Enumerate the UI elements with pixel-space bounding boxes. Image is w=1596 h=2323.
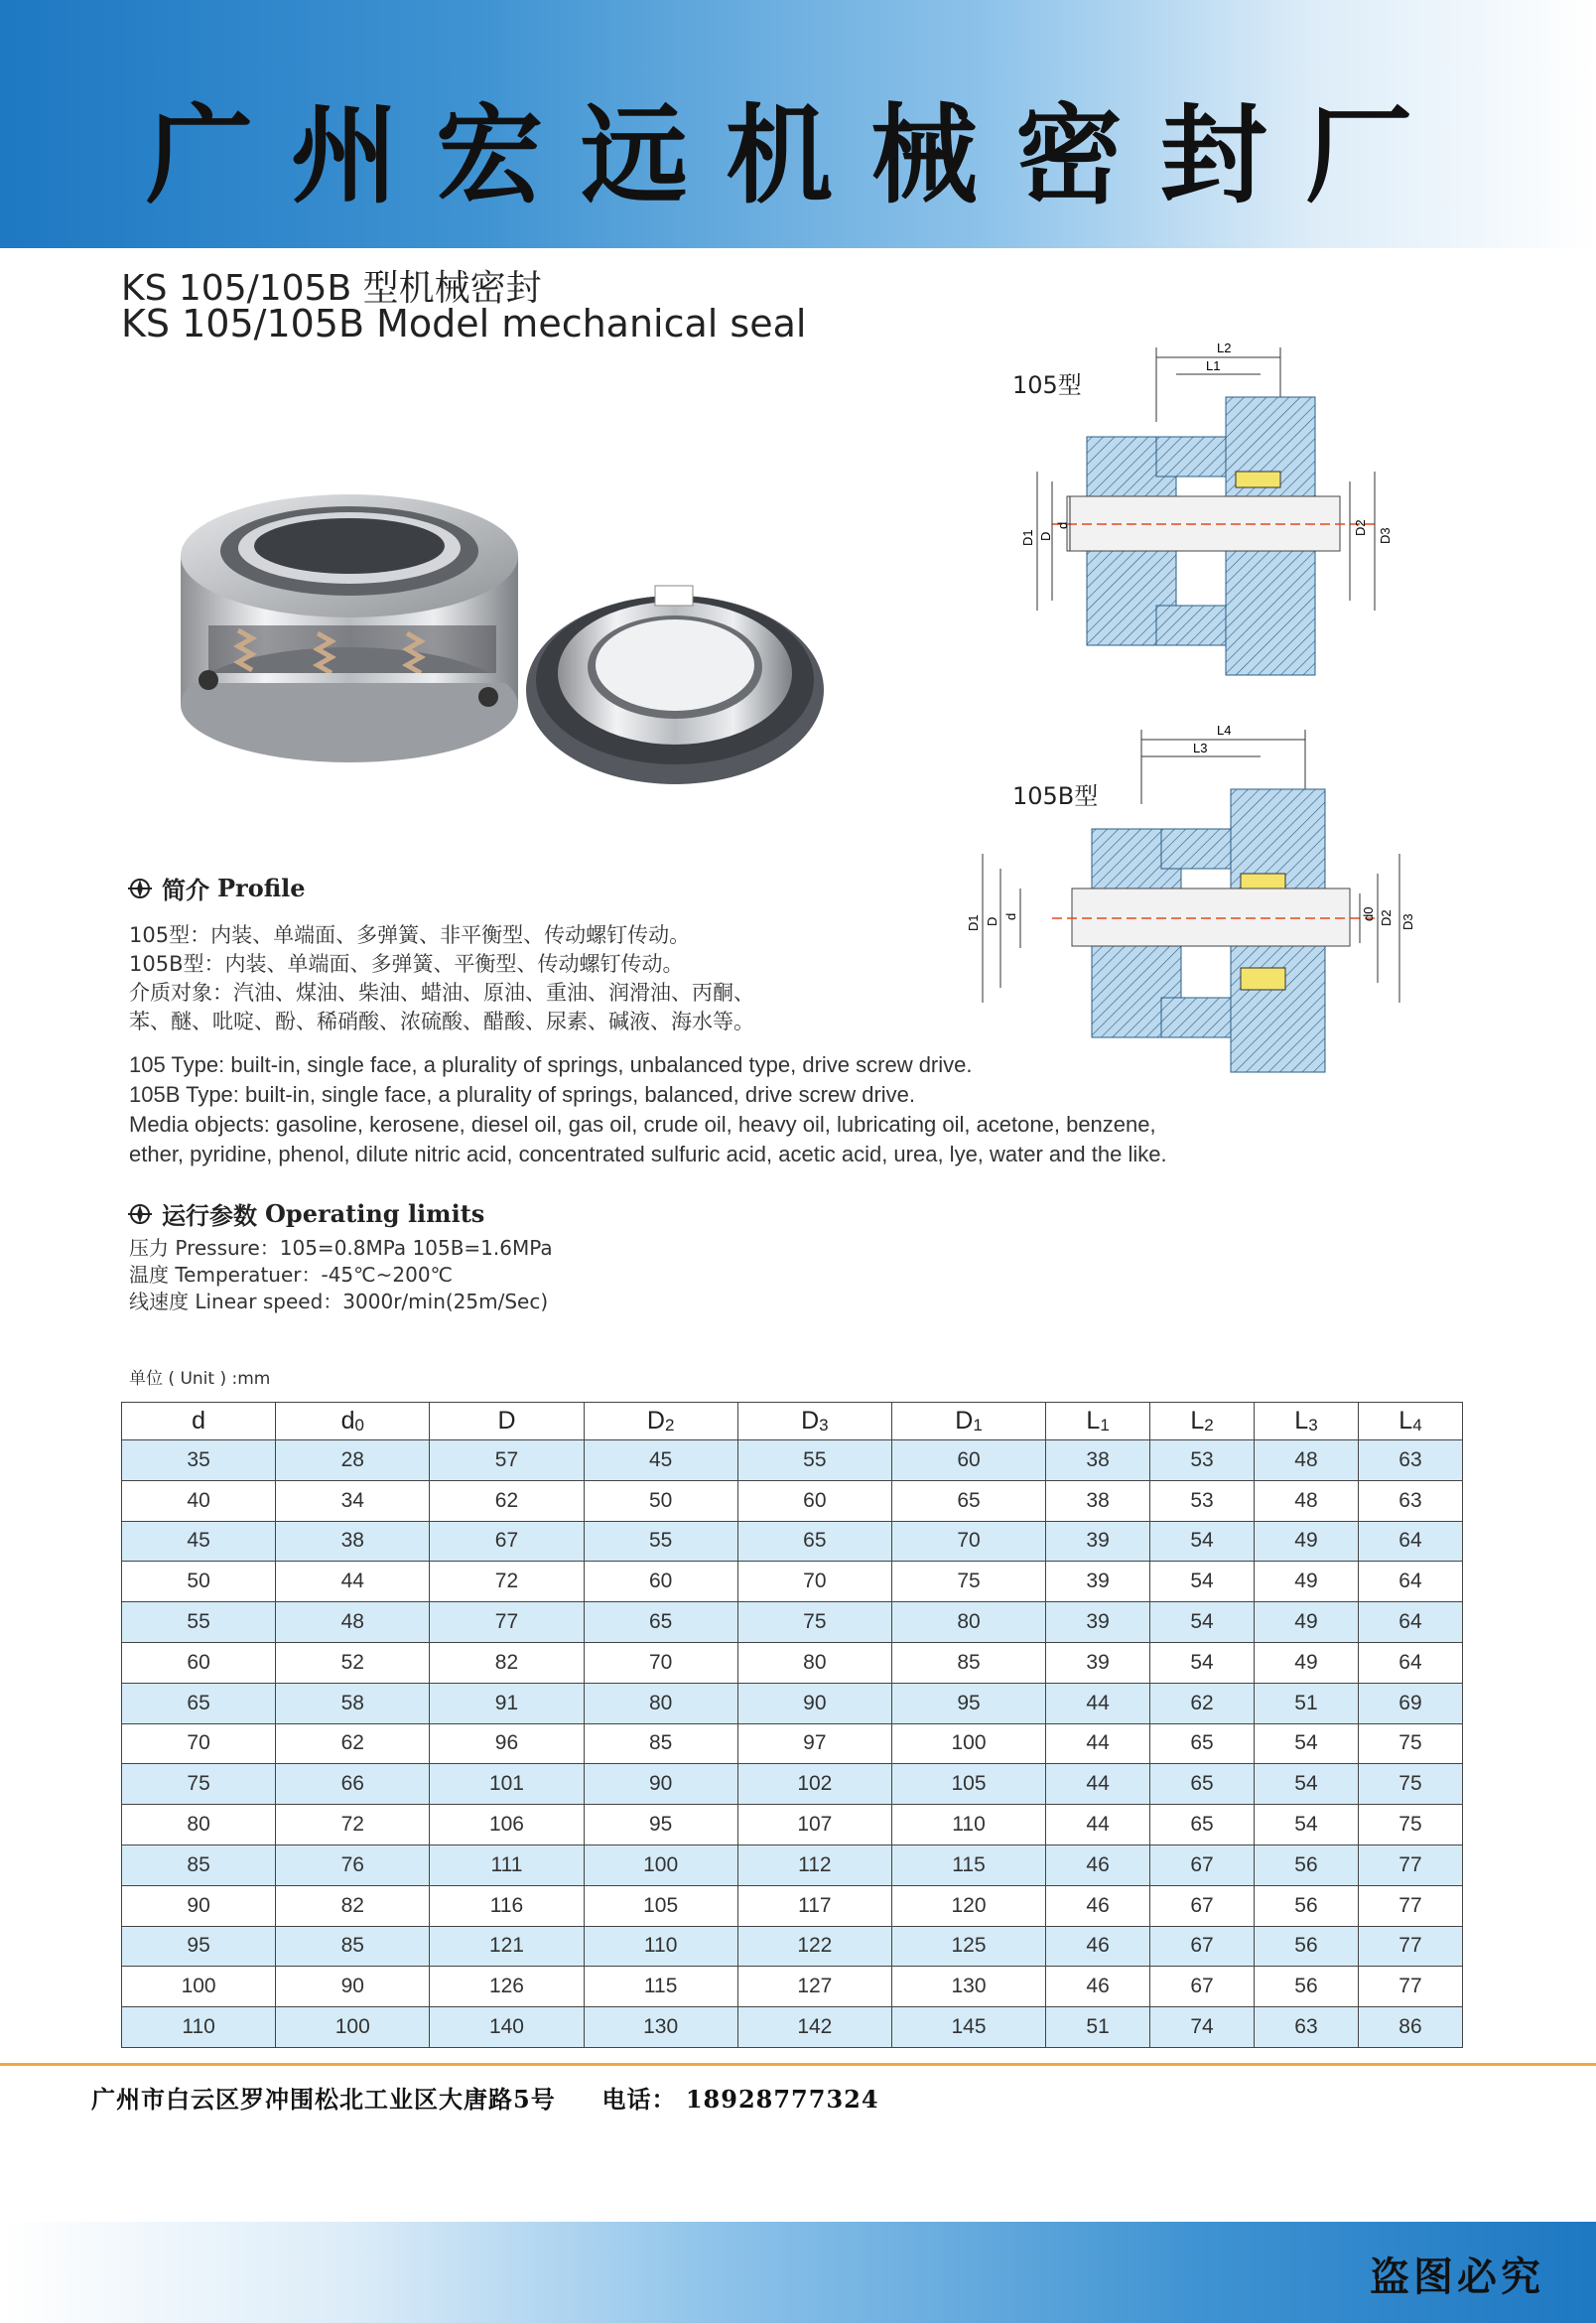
table-row: [122, 1683, 1463, 1723]
column-header-base: L: [1398, 1407, 1413, 1435]
table-cell: 53: [1150, 1440, 1255, 1481]
crosshair-icon: [126, 1200, 154, 1228]
table-cell: 140: [430, 2007, 584, 2048]
table-cell: 48: [276, 1602, 430, 1643]
profile-cn-line: 105型：内装、单端面、多弹簧、非平衡型、传动螺钉传动。: [129, 923, 691, 947]
copyright-mark: 盗图必究: [1370, 2254, 1544, 2300]
table-cell: 145: [891, 2007, 1045, 2048]
crosshair-icon: [126, 875, 154, 902]
table-cell: 72: [276, 1805, 430, 1845]
table-row: [122, 1440, 1463, 1481]
dim-D3: D3: [1378, 527, 1393, 544]
phone-label: 电话：: [601, 2085, 677, 2114]
column-header: [1046, 1403, 1150, 1440]
table-cell: 106: [430, 1805, 584, 1845]
table-cell: 90: [276, 1967, 430, 2007]
table-cell: 46: [1046, 1967, 1150, 2007]
table-cell: 75: [1358, 1764, 1462, 1805]
table-cell: 70: [737, 1562, 891, 1602]
table-cell: 50: [122, 1562, 276, 1602]
dim-L2: L2: [1217, 341, 1232, 355]
model-title-cn: KS 105/105B 型机械密封: [121, 268, 542, 309]
table-cell: 48: [1255, 1440, 1359, 1481]
table-cell: 127: [737, 1967, 891, 2007]
table-cell: 96: [430, 1723, 584, 1764]
column-header-base: D: [646, 1407, 665, 1435]
table-cell: 80: [891, 1602, 1045, 1643]
column-header-sub: 3: [1308, 1416, 1318, 1435]
table-cell: 85: [584, 1723, 737, 1764]
table-cell: 44: [1046, 1723, 1150, 1764]
table-cell: 130: [891, 1967, 1045, 2007]
table-cell: 86: [1358, 2007, 1462, 2048]
table-row: [122, 1845, 1463, 1885]
table-cell: 60: [891, 1440, 1045, 1481]
table-cell: 126: [430, 1967, 584, 2007]
table-cell: 75: [737, 1602, 891, 1643]
table-cell: 67: [1150, 1885, 1255, 1926]
table-cell: 91: [430, 1683, 584, 1723]
table-cell: 48: [1255, 1480, 1359, 1521]
table-row: [122, 1642, 1463, 1683]
table-cell: 35: [122, 1440, 276, 1481]
table-row: [122, 1602, 1463, 1643]
table-cell: 64: [1358, 1562, 1462, 1602]
dim-D2: D2: [1353, 519, 1368, 536]
dim-D-b: D: [985, 916, 999, 926]
table-cell: 44: [1046, 1764, 1150, 1805]
table-row: [122, 1562, 1463, 1602]
table-cell: 90: [122, 1885, 276, 1926]
limits-line: 线速度 Linear speed：3000r/min(25m/Sec): [129, 1290, 549, 1313]
table-cell: 51: [1046, 2007, 1150, 2048]
table-cell: 49: [1255, 1521, 1359, 1562]
table-cell: 77: [1358, 1845, 1462, 1885]
table-cell: 60: [737, 1480, 891, 1521]
table-cell: 122: [737, 1926, 891, 1967]
table-cell: 65: [584, 1602, 737, 1643]
table-cell: 64: [1358, 1602, 1462, 1643]
table-cell: 49: [1255, 1602, 1359, 1643]
table-cell: 39: [1046, 1562, 1150, 1602]
table-cell: 116: [430, 1885, 584, 1926]
dim-d0: d0: [1361, 906, 1376, 921]
unit-label: 单位 ( Unit ) :mm: [129, 1369, 271, 1389]
table-cell: 60: [122, 1642, 276, 1683]
table-cell: 52: [276, 1642, 430, 1683]
table-cell: 100: [891, 1723, 1045, 1764]
column-header: [276, 1403, 430, 1440]
profile-heading-cn: 简介: [162, 876, 209, 904]
profile-cn-text: [129, 921, 903, 1036]
footer-rule: [0, 2063, 1596, 2066]
table-cell: 67: [1150, 1967, 1255, 2007]
column-header-base: L: [1086, 1407, 1101, 1435]
table-cell: 90: [737, 1683, 891, 1723]
column-header-sub: 0: [354, 1416, 364, 1435]
table-cell: 67: [1150, 1926, 1255, 1967]
table-cell: 65: [1150, 1764, 1255, 1805]
table-cell: 120: [891, 1885, 1045, 1926]
table-cell: 46: [1046, 1885, 1150, 1926]
table-cell: 40: [122, 1480, 276, 1521]
dim-D3-b: D3: [1400, 913, 1415, 930]
table-cell: 101: [430, 1764, 584, 1805]
table-cell: 55: [737, 1440, 891, 1481]
table-cell: 80: [122, 1805, 276, 1845]
table-cell: 66: [276, 1764, 430, 1805]
column-header-base: L: [1294, 1407, 1309, 1435]
table-cell: 112: [737, 1845, 891, 1885]
table-cell: 46: [1046, 1845, 1150, 1885]
column-header: [1358, 1403, 1462, 1440]
dim-D1: D1: [1020, 529, 1035, 546]
table-cell: 65: [1150, 1723, 1255, 1764]
table-cell: 100: [276, 2007, 430, 2048]
table-cell: 95: [891, 1683, 1045, 1723]
column-header-sub: 3: [819, 1416, 829, 1435]
table-cell: 65: [891, 1480, 1045, 1521]
profile-en-line: ether, pyridine, phenol, dilute nitric acid, concentrated sulfuric acid, acetic acid, urea, lye, water and the like.: [129, 1142, 1167, 1166]
table-row: [122, 2007, 1463, 2048]
table-cell: 50: [584, 1480, 737, 1521]
product-photo: [169, 437, 844, 834]
table-cell: 45: [122, 1521, 276, 1562]
table-cell: 85: [276, 1926, 430, 1967]
table-cell: 74: [1150, 2007, 1255, 2048]
table-cell: 63: [1255, 2007, 1359, 2048]
table-cell: 64: [1358, 1642, 1462, 1683]
spec-table: [121, 1402, 1463, 2048]
footer-address: [91, 2080, 879, 2115]
table-cell: 55: [122, 1602, 276, 1643]
table-cell: 115: [891, 1845, 1045, 1885]
table-cell: 67: [1150, 1845, 1255, 1885]
table-cell: 75: [891, 1562, 1045, 1602]
table-cell: 56: [1255, 1967, 1359, 2007]
table-cell: 65: [737, 1521, 891, 1562]
table-cell: 63: [1358, 1480, 1462, 1521]
column-header-sub: 2: [664, 1416, 675, 1435]
table-cell: 58: [276, 1683, 430, 1723]
table-cell: 77: [1358, 1885, 1462, 1926]
table-cell: 82: [276, 1885, 430, 1926]
column-header-base: d: [192, 1407, 206, 1435]
bottom-band: [0, 2222, 1596, 2323]
dim-L4: L4: [1217, 723, 1232, 738]
table-cell: 80: [584, 1683, 737, 1723]
table-cell: 39: [1046, 1642, 1150, 1683]
table-cell: 100: [584, 1845, 737, 1885]
table-cell: 85: [891, 1642, 1045, 1683]
limits-heading-en: Operating limits: [265, 1199, 485, 1228]
table-cell: 60: [584, 1562, 737, 1602]
table-cell: 54: [1255, 1805, 1359, 1845]
profile-heading: [126, 871, 306, 905]
table-cell: 44: [1046, 1683, 1150, 1723]
table-cell: 62: [1150, 1683, 1255, 1723]
table-cell: 100: [122, 1967, 276, 2007]
column-header-sub: 2: [1204, 1416, 1214, 1435]
table-cell: 110: [584, 1926, 737, 1967]
column-header: [737, 1403, 891, 1440]
column-header: [430, 1403, 584, 1440]
diagram-105b: [963, 715, 1429, 1087]
table-row: [122, 1805, 1463, 1845]
table-cell: 57: [430, 1440, 584, 1481]
table-cell: 62: [276, 1723, 430, 1764]
column-header: [1255, 1403, 1359, 1440]
dim-d-b: d: [1003, 912, 1018, 920]
table-cell: 95: [122, 1926, 276, 1967]
table-cell: 142: [737, 2007, 891, 2048]
table-cell: 130: [584, 2007, 737, 2048]
table-cell: 90: [584, 1764, 737, 1805]
diagram-105: [983, 333, 1419, 700]
table-cell: 80: [737, 1642, 891, 1683]
table-cell: 82: [430, 1642, 584, 1683]
profile-en-text: [129, 1050, 1380, 1169]
table-cell: 125: [891, 1926, 1045, 1967]
profile-cn-line: 介质对象：汽油、煤油、柴油、蜡油、原油、重油、润滑油、丙酮、: [129, 981, 754, 1005]
table-cell: 105: [891, 1764, 1045, 1805]
table-cell: 49: [1255, 1562, 1359, 1602]
table-cell: 55: [584, 1521, 737, 1562]
table-cell: 38: [276, 1521, 430, 1562]
table-cell: 44: [1046, 1805, 1150, 1845]
table-cell: 95: [584, 1805, 737, 1845]
table-cell: 38: [1046, 1480, 1150, 1521]
table-cell: 70: [584, 1642, 737, 1683]
address-text: 广州市白云区罗冲围松北工业区大唐路5号: [91, 2085, 556, 2114]
table-cell: 70: [891, 1521, 1045, 1562]
table-cell: 107: [737, 1805, 891, 1845]
table-cell: 44: [276, 1562, 430, 1602]
limits-heading: [126, 1196, 484, 1231]
table-cell: 110: [891, 1805, 1045, 1845]
table-cell: 49: [1255, 1642, 1359, 1683]
table-cell: 77: [1358, 1967, 1462, 2007]
table-cell: 63: [1358, 1440, 1462, 1481]
profile-heading-en: Profile: [217, 874, 306, 902]
diagram-label-105b: 105B型: [1012, 782, 1099, 810]
column-header-base: D: [497, 1407, 516, 1435]
table-cell: 110: [122, 2007, 276, 2048]
table-cell: 39: [1046, 1521, 1150, 1562]
table-cell: 51: [1255, 1683, 1359, 1723]
table-row: [122, 1967, 1463, 2007]
column-header: [584, 1403, 737, 1440]
dim-D1-b: D1: [966, 914, 981, 931]
phone-number: 18928777324: [685, 2085, 879, 2114]
column-header-base: D: [801, 1407, 820, 1435]
table-cell: 67: [430, 1521, 584, 1562]
table-cell: 97: [737, 1723, 891, 1764]
column-header-base: d: [340, 1407, 355, 1435]
table-cell: 115: [584, 1967, 737, 2007]
column-header-sub: 1: [973, 1416, 983, 1435]
profile-en-line: 105 Type: built-in, single face, a plurality of springs, unbalanced type, drive screw drive.: [129, 1052, 973, 1077]
diagram-label-105: 105型: [1012, 371, 1082, 399]
dim-L3: L3: [1193, 741, 1208, 755]
company-title: 广州宏远机械密封厂: [145, 94, 1450, 218]
table-cell: 54: [1150, 1642, 1255, 1683]
limits-text: [129, 1235, 553, 1315]
table-cell: 28: [276, 1440, 430, 1481]
table-cell: 54: [1150, 1602, 1255, 1643]
table-cell: 75: [1358, 1805, 1462, 1845]
profile-en-line: Media objects: gasoline, kerosene, diesel oil, gas oil, crude oil, heavy oil, lubricating oil, acetone, benzene,: [129, 1112, 1156, 1137]
table-cell: 75: [122, 1764, 276, 1805]
limits-line: 压力 Pressure：105=0.8MPa 105B=1.6MPa: [129, 1236, 553, 1260]
table-cell: 39: [1046, 1602, 1150, 1643]
table-cell: 54: [1150, 1562, 1255, 1602]
table-cell: 111: [430, 1845, 584, 1885]
table-cell: 54: [1255, 1723, 1359, 1764]
table-cell: 46: [1046, 1926, 1150, 1967]
table-cell: 69: [1358, 1683, 1462, 1723]
profile-cn-line: 105B型：内装、单端面、多弹簧、平衡型、传动螺钉传动。: [129, 952, 684, 976]
table-cell: 53: [1150, 1480, 1255, 1521]
table-cell: 117: [737, 1885, 891, 1926]
table-cell: 56: [1255, 1845, 1359, 1885]
table-row: [122, 1480, 1463, 1521]
dim-D2-b: D2: [1379, 909, 1394, 926]
column-header-base: L: [1190, 1407, 1205, 1435]
dim-L1: L1: [1206, 358, 1221, 373]
table-cell: 64: [1358, 1521, 1462, 1562]
table-cell: 45: [584, 1440, 737, 1481]
column-header-sub: 4: [1412, 1416, 1422, 1435]
table-row: [122, 1521, 1463, 1562]
table-cell: 76: [276, 1845, 430, 1885]
table-cell: 34: [276, 1480, 430, 1521]
table-cell: 54: [1255, 1764, 1359, 1805]
table-row: [122, 1885, 1463, 1926]
column-header-base: D: [955, 1407, 974, 1435]
table-cell: 65: [122, 1683, 276, 1723]
table-cell: 72: [430, 1562, 584, 1602]
column-header: [122, 1403, 276, 1440]
model-title-en: KS 105/105B Model mechanical seal: [121, 302, 807, 345]
column-header-sub: 1: [1100, 1416, 1110, 1435]
table-header-row: [122, 1403, 1463, 1440]
table-cell: 38: [1046, 1440, 1150, 1481]
table-cell: 77: [1358, 1926, 1462, 1967]
table-cell: 121: [430, 1926, 584, 1967]
table-cell: 105: [584, 1885, 737, 1926]
table-body: [122, 1440, 1463, 2048]
table-cell: 102: [737, 1764, 891, 1805]
table-cell: 54: [1150, 1521, 1255, 1562]
profile-en-line: 105B Type: built-in, single face, a plurality of springs, balanced, drive screw drive.: [129, 1082, 915, 1107]
table-row: [122, 1926, 1463, 1967]
table-cell: 56: [1255, 1885, 1359, 1926]
column-header: [1150, 1403, 1255, 1440]
table-row: [122, 1723, 1463, 1764]
limits-line: 温度 Temperatuer：-45℃~200℃: [129, 1263, 454, 1287]
table-cell: 85: [122, 1845, 276, 1885]
table-cell: 75: [1358, 1723, 1462, 1764]
dim-d: d: [1055, 521, 1070, 529]
table-cell: 77: [430, 1602, 584, 1643]
table-cell: 65: [1150, 1805, 1255, 1845]
profile-cn-line: 苯、醚、吡啶、酚、稀硝酸、浓硫酸、醋酸、尿素、碱液、海水等。: [129, 1010, 754, 1033]
column-header: [891, 1403, 1045, 1440]
table-cell: 56: [1255, 1926, 1359, 1967]
limits-heading-cn: 运行参数: [162, 1201, 257, 1230]
table-cell: 62: [430, 1480, 584, 1521]
table-cell: 70: [122, 1723, 276, 1764]
table-row: [122, 1764, 1463, 1805]
dim-D: D: [1038, 531, 1053, 541]
